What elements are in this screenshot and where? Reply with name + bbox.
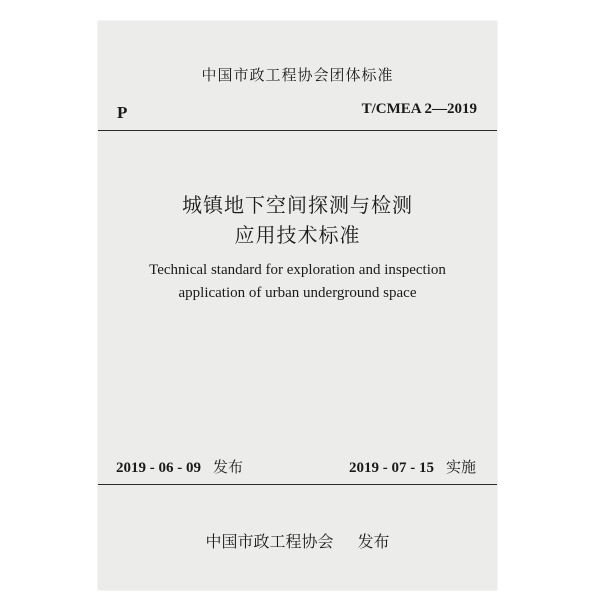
publish-label: 发布 [213, 458, 244, 476]
implement-date-group [349, 456, 476, 477]
publish-date: 2019 - 06 - 09 [116, 460, 201, 476]
title-en-line2: application of urban underground space [178, 285, 417, 301]
publish-date-group [116, 456, 243, 477]
implement-label: 实施 [445, 458, 476, 476]
top-divider [98, 130, 497, 131]
issuer-footer [98, 529, 497, 552]
title-cn-line2: 应用技术标准 [234, 223, 361, 247]
title-cn-line1: 城镇地下空间探测与检测 [182, 193, 413, 217]
issuer-header: 中国市政工程协会团体标准 [201, 66, 394, 84]
classification-code: P [117, 103, 128, 122]
issuer-bottom-name: 中国市政工程协会 [205, 532, 334, 551]
book-cover [98, 21, 497, 590]
title-en-line1: Technical standard for exploration and inspection [149, 262, 446, 278]
standard-number: T/CMEA 2—2019 [361, 101, 477, 117]
issuer-bottom-label: 发布 [357, 532, 390, 551]
bottom-divider [98, 484, 497, 485]
implement-date: 2019 - 07 - 15 [348, 460, 434, 476]
